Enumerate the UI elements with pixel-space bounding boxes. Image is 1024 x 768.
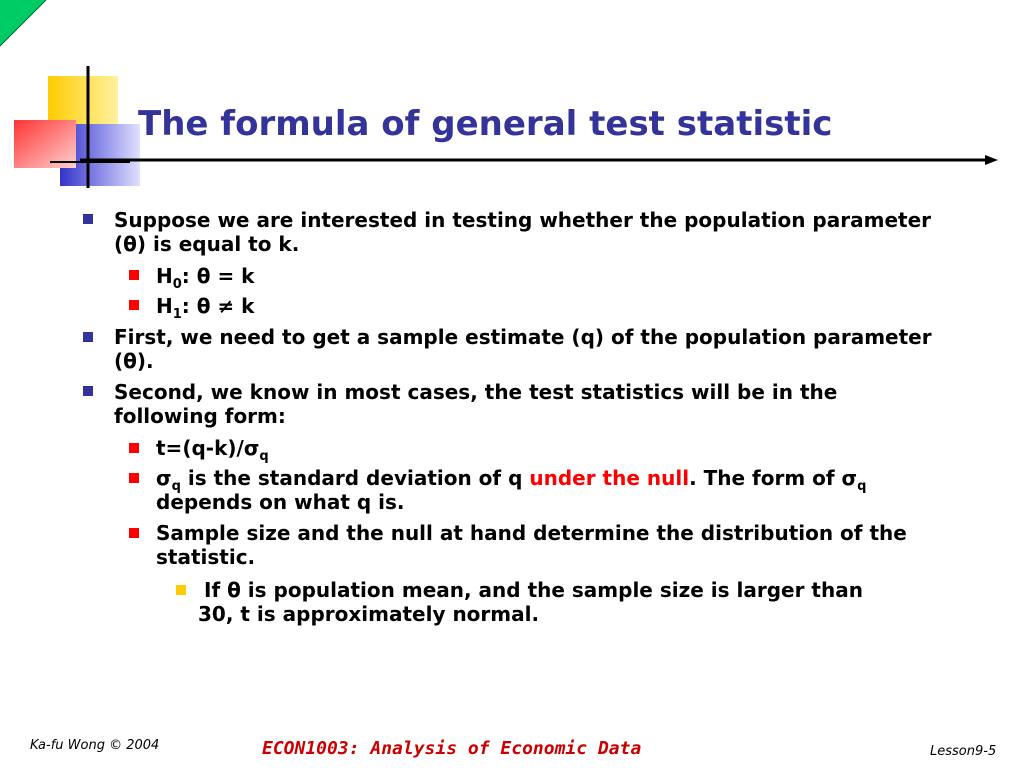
sigma-text-mid: . The form of σ [689, 466, 858, 490]
bullet-square-icon [129, 443, 139, 453]
bullet-square-icon [129, 300, 139, 310]
footer-slide-number: Lesson9-5 [930, 744, 997, 759]
h1-label: H [156, 294, 173, 318]
h1-statement: : θ ≠ k [181, 294, 255, 318]
bullet-h1 [156, 294, 255, 322]
bullet-square-icon [83, 332, 93, 342]
corner-triangle-decoration [0, 0, 48, 48]
bullet-square-icon [129, 473, 139, 483]
bullet-h0 [156, 264, 255, 292]
bullet-sample-size: Sample size and the null at hand determine the distribution of the statistic. [156, 521, 907, 569]
bullet-square-icon [83, 214, 93, 224]
sigma-subscript-2: q [857, 479, 867, 494]
h0-statement: : θ = k [181, 264, 255, 288]
h1-subscript: 1 [172, 307, 182, 322]
sigma-symbol: σ [156, 466, 172, 490]
sigma-text: is the standard deviation of q [180, 466, 530, 490]
title-decoration-squares [10, 66, 150, 196]
population-mean-line1: If θ is population mean, and the sample size is larger than [204, 578, 863, 602]
h0-subscript: 0 [172, 277, 182, 292]
bullet-sigma-q [156, 466, 966, 514]
t-formula-text: t=(q-k)/σ [156, 436, 260, 460]
title-underline-arrow [80, 150, 1000, 170]
h0-label: H [156, 264, 173, 288]
bullet-population-mean [198, 578, 978, 626]
bullet-b3: Second, we know in most cases, the test statistics will be in the following form: [114, 380, 838, 428]
t-formula-subscript: q [259, 449, 269, 464]
footer-course: ECON1003: Analysis of Economic Data [262, 738, 642, 759]
bullet-b1: Suppose we are interested in testing whether the population parameter (θ) is equal to k. [114, 208, 931, 256]
bullet-square-icon [129, 270, 139, 280]
bullet-square-icon [83, 386, 93, 396]
slide-title: The formula of general test statistic [138, 104, 833, 144]
sigma-text-end: depends on what q is. [156, 490, 405, 514]
under-the-null-highlight: under the null [529, 466, 690, 490]
bullet-square-icon [129, 528, 139, 538]
population-mean-line2: 30, t is approximately normal. [198, 602, 540, 626]
footer-author: Ka-fu Wong © 2004 [30, 738, 160, 753]
bullet-t-formula [156, 436, 269, 464]
bullet-b2: First, we need to get a sample estimate (q) of the population parameter (θ). [114, 325, 932, 373]
bullet-square-icon [176, 585, 186, 595]
sigma-subscript: q [171, 479, 181, 494]
